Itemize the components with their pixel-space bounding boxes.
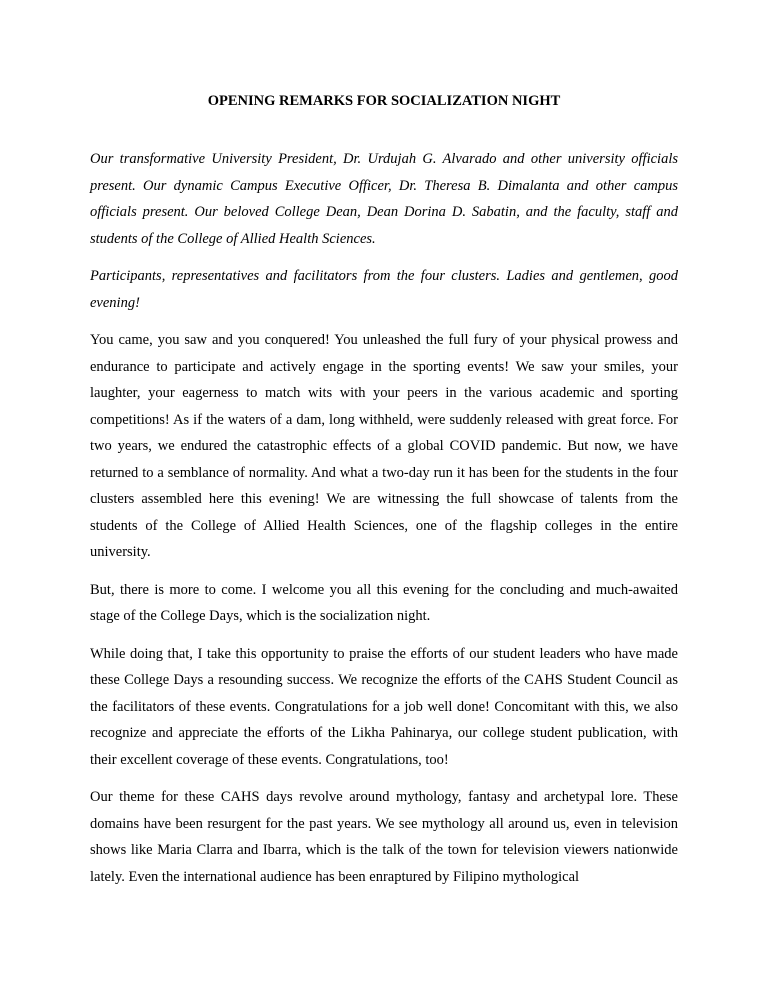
document-body <box>90 146 678 901</box>
paragraph-salutation: Our transformative University President, Dr. Urdujah G. Alvarado and other university officials present. Our dynamic Campus Executive Officer, Dr. Theresa B. Dimalanta and other campus officials present. Our beloved College Dean, Dean Dorina D. Sabatin, and the faculty, staff and students of the College of Allied Health Sciences. <box>90 151 678 247</box>
paragraph-acknowledgements: While doing that, I take this opportunity to praise the efforts of our student leaders who have made these College Days a resounding success. We recognize the efforts of the CAHS Student Council as the facilitators of these events. Congratulations for a job well done! Concomitant with this, we also recognize and appreciate the efforts of the Likha Pahinarya, our college student publication, with their excellent coverage of these events. Congratulations, too! <box>90 645 678 768</box>
paragraph-welcome: But, there is more to come. I welcome you all this evening for the concluding and much-awaited stage of the College Days, which is the socialization night. <box>90 581 678 624</box>
paragraph-greeting: Participants, representatives and facilitators from the four clusters. Ladies and gentlemen, good evening! <box>90 268 678 311</box>
paragraph-events-recap: You came, you saw and you conquered! You unleashed the full fury of your physical prowess and endurance to participate and actively engage in the sporting events! We saw your smiles, your laughter, your eagerness to match wits with your peers in the various academic and sporting competitions! As if the waters of a dam, long withheld, were suddenly released with great force. For two years, we endured the catastrophic effects of a global COVID pandemic. But now, we have returned to a semblance of normality. And what a two-day run it has been for the students in the four clusters assembled here this evening! We are witnessing the full showcase of talents from the students of the College of Allied Health Sciences, one of the flagship colleges in the entire university. <box>90 332 678 560</box>
page-title: OPENING REMARKS FOR SOCIALIZATION NIGHT <box>207 93 561 109</box>
paragraph-theme: Our theme for these CAHS days revolve around mythology, fantasy and archetypal lore. These domains have been resurgent for the past years. We see mythology all around us, even in television shows like Maria Clarra and Ibarra, which is the talk of the town for television viewers nationwide lately. Even the international audience has been enraptured by Filipino mythological <box>90 789 678 885</box>
